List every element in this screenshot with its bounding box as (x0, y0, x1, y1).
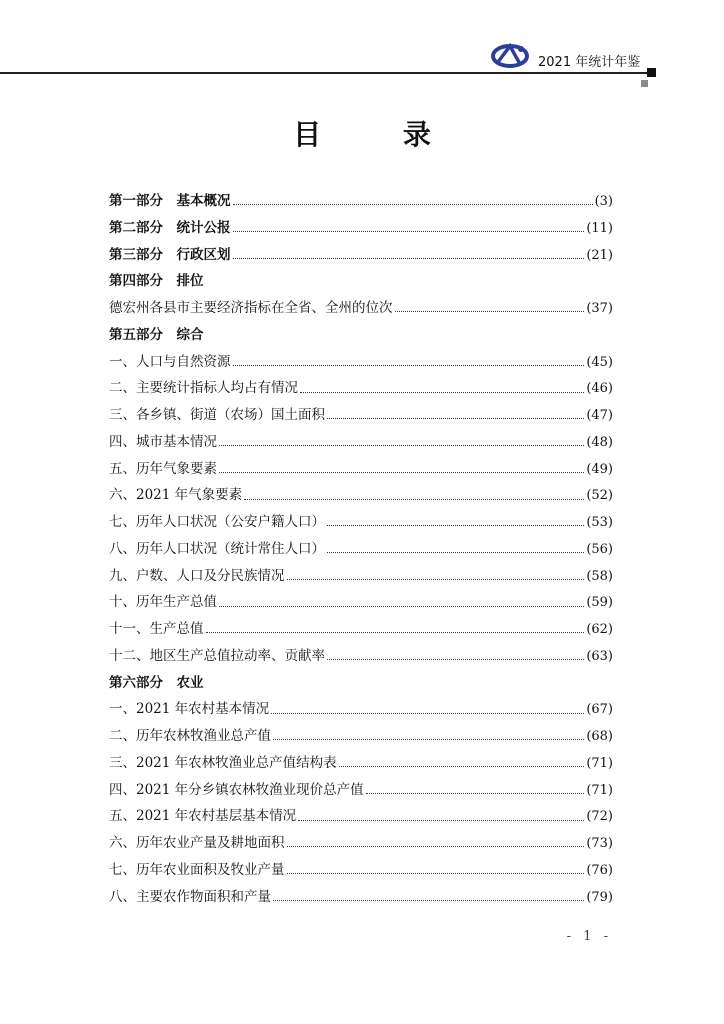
toc-entry[interactable] (109, 750, 613, 777)
toc-entry-title: 十一、生产总值 (109, 621, 204, 637)
toc-dot-leader (287, 845, 585, 847)
toc-page-number: (73) (586, 836, 613, 851)
toc-dot-leader (327, 658, 584, 660)
toc-section-heading[interactable] (109, 268, 613, 295)
toc-entry[interactable] (109, 830, 613, 857)
toc-dot-leader (219, 605, 584, 607)
toc-entry[interactable] (109, 402, 613, 429)
toc-dot-leader (327, 551, 584, 553)
toc-section-heading[interactable] (109, 670, 613, 697)
toc-entry[interactable] (109, 777, 613, 804)
toc-dot-leader (287, 578, 585, 580)
toc-section-heading[interactable] (109, 242, 613, 269)
toc-entry-title: 三、2021 年农林牧渔业总产值结构表 (109, 754, 337, 771)
toc-entry-title: 一、2021 年农村基本情况 (109, 701, 270, 718)
corner-square-black (647, 68, 656, 77)
toc-entry[interactable] (109, 803, 613, 830)
corner-square-gray (641, 80, 648, 87)
toc-entry-title: 五、历年气象要素 (109, 460, 217, 477)
toc-page-number: (53) (586, 515, 613, 530)
toc-page-number: (58) (586, 568, 613, 584)
toc-entry-title: 第三部分 行政区划 (109, 246, 231, 263)
header-title: 2021 年统计年鉴 (538, 55, 641, 70)
toc-entry[interactable] (109, 723, 613, 750)
toc-entry[interactable] (109, 349, 613, 376)
toc-entry-title: 一、人口与自然资源 (109, 353, 231, 370)
toc-section-heading[interactable] (109, 322, 613, 349)
toc-entry-title: 十二、地区生产总值拉动率、贡献率 (109, 647, 325, 664)
toc-dot-leader (271, 712, 584, 714)
toc-entry[interactable] (109, 429, 613, 456)
toc-dot-leader (219, 471, 584, 473)
toc-entry[interactable] (109, 884, 613, 911)
toc-page-number: (71) (586, 782, 613, 798)
toc-page-number: (63) (586, 648, 613, 664)
toc-entry[interactable] (109, 509, 613, 536)
toc-page-number: (48) (586, 434, 613, 450)
toc-dot-leader (233, 203, 593, 205)
toc-entry[interactable] (109, 536, 613, 563)
toc-entry-title: 第二部分 统计公报 (109, 219, 231, 236)
toc-entry-title: 德宏州各县市主要经济指标在全省、全州的位次 (109, 300, 393, 316)
toc-page-number: (67) (586, 702, 613, 718)
toc-page-number: (45) (586, 354, 613, 370)
toc-entry-title: 六、2021 年气象要素 (109, 487, 243, 504)
toc-page-number: (76) (586, 862, 613, 878)
page-number: - 1 - (566, 929, 612, 944)
page-title: 目 录 (293, 118, 467, 151)
toc-dot-leader (244, 498, 584, 500)
toc-entry[interactable] (109, 375, 613, 402)
toc-dot-leader (327, 417, 584, 419)
toc-entry-title: 四、2021 年分乡镇农林牧渔业现价总产值 (109, 781, 364, 798)
toc-dot-leader (273, 899, 584, 901)
toc-page-number: (72) (586, 809, 613, 825)
toc-page-number: (11) (586, 220, 613, 236)
toc-entry-title: 五、2021 年农村基层基本情况 (109, 808, 297, 825)
toc-section-heading[interactable] (109, 215, 613, 242)
toc-page-number: (3) (594, 194, 613, 209)
toc-entry[interactable] (109, 696, 613, 723)
toc-entry-title: 第五部分 综合 (109, 326, 204, 343)
toc-entry[interactable] (109, 643, 613, 670)
toc-page-number: (59) (586, 595, 613, 611)
toc-dot-leader (366, 792, 585, 794)
toc-entry[interactable] (109, 857, 613, 884)
toc-entry-title: 七、历年农业面积及牧业产量 (109, 861, 285, 878)
toc-entry-title: 第四部分 排位 (109, 273, 204, 290)
toc-page-number: (56) (586, 541, 613, 557)
toc-entry[interactable] (109, 456, 613, 483)
toc-entry-title: 三、各乡镇、街道（农场）国土面积 (109, 407, 325, 423)
toc-page-number: (52) (586, 488, 613, 504)
toc-dot-leader (395, 310, 585, 312)
toc-dot-leader (273, 738, 584, 740)
toc-entry-title: 十、历年生产总值 (109, 594, 217, 611)
toc-entry-title: 九、户数、人口及分民族情况 (109, 567, 285, 584)
toc-entry[interactable] (109, 616, 613, 643)
toc-entry[interactable] (109, 589, 613, 616)
toc-entry-title: 八、历年人口状况（统计常住人口） (109, 540, 325, 557)
toc-page-number: (79) (586, 889, 613, 905)
toc-dot-leader (339, 765, 585, 767)
toc-dot-leader (233, 230, 585, 232)
toc-entry-title: 第六部分 农业 (109, 674, 204, 691)
toc-page-number: (21) (586, 247, 613, 263)
toc-entry-title: 二、历年农林牧渔业总产值 (109, 728, 271, 744)
toc-dot-leader (206, 631, 585, 633)
toc-entry-title: 四、城市基本情况 (109, 433, 217, 450)
table-of-contents (109, 188, 613, 910)
toc-dot-leader (233, 257, 585, 259)
toc-dot-leader (327, 524, 584, 526)
toc-entry[interactable] (109, 563, 613, 590)
toc-entry-title: 六、历年农业产量及耕地面积 (109, 835, 285, 851)
toc-entry-title: 七、历年人口状况（公安户籍人口） (109, 514, 325, 530)
toc-page-number: (47) (586, 408, 613, 423)
toc-entry-title: 二、主要统计指标人均占有情况 (109, 380, 298, 397)
toc-page-number: (71) (586, 755, 613, 771)
toc-dot-leader (298, 819, 584, 821)
toc-section-heading[interactable] (109, 188, 613, 215)
toc-dot-leader (219, 444, 584, 446)
toc-page-number: (62) (586, 622, 613, 637)
toc-entry-title: 八、主要农作物面积和产量 (109, 888, 271, 905)
toc-entry[interactable] (109, 482, 613, 509)
toc-dot-leader (233, 364, 585, 366)
toc-dot-leader (300, 391, 584, 393)
toc-page-number: (49) (586, 461, 613, 477)
header-rule (0, 72, 653, 74)
statistics-logo-icon (490, 40, 530, 72)
toc-entry[interactable] (109, 295, 613, 322)
toc-page-number: (46) (586, 381, 613, 397)
toc-dot-leader (287, 872, 585, 874)
toc-page-number: (68) (586, 729, 613, 744)
toc-page-number: (37) (586, 301, 613, 316)
toc-entry-title: 第一部分 基本概况 (109, 193, 231, 209)
